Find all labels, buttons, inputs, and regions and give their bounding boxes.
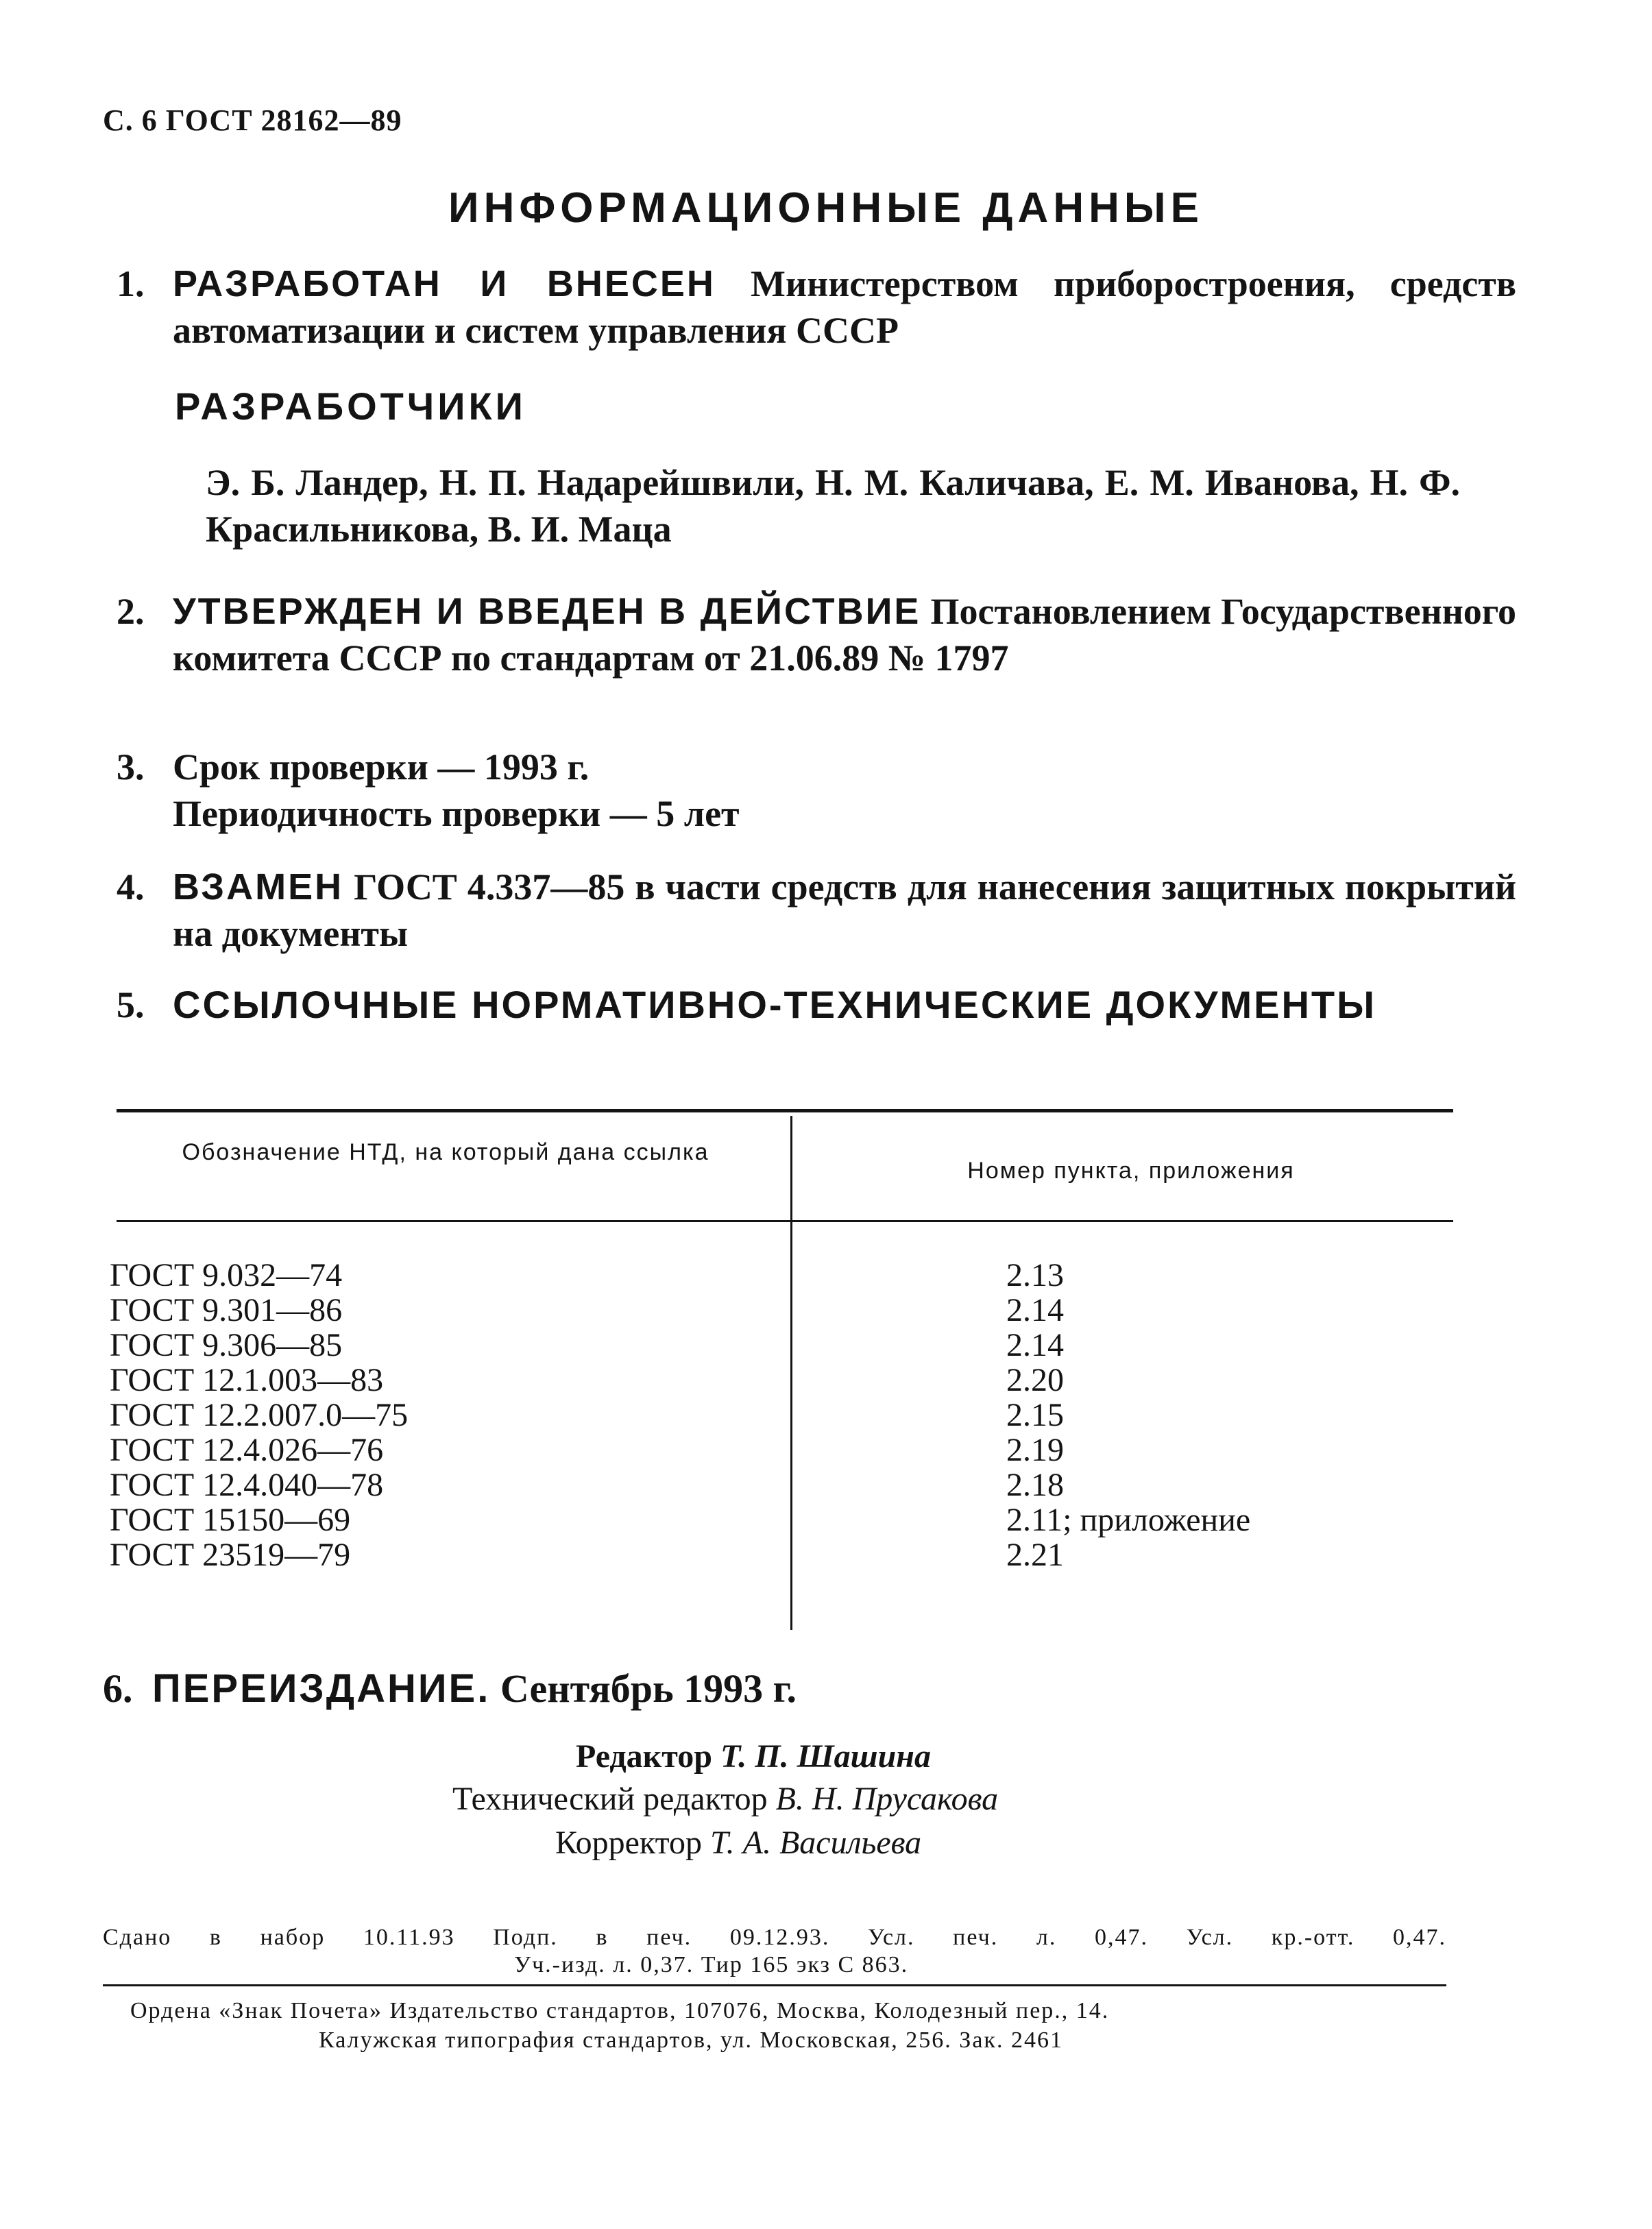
ref-designation: ГОСТ 9.301—86 [110,1292,343,1328]
table-row [110,1467,768,1502]
section-4-body [173,864,1516,957]
section-1-number: 1. [117,263,145,304]
table-row [110,1502,768,1537]
table-row [1006,1328,1445,1363]
section-5-number: 5. [117,984,145,1025]
ref-designation: ГОСТ 12.4.040—78 [110,1467,384,1503]
table-header-rule [117,1220,1453,1222]
section-5-body [173,982,1516,1029]
page-header: С. 6 ГОСТ 28162—89 [103,103,402,137]
section-3-body [173,744,1516,837]
credit-proofreader-role: Корректор [555,1825,702,1861]
ref-designation: ГОСТ 23519—79 [110,1537,351,1573]
table-row [110,1363,768,1398]
table-row [1006,1398,1445,1433]
ref-clause: 2.11; приложение [1006,1502,1251,1538]
table-header-clause: Номер пункта, приложения [967,1158,1295,1184]
table-row [1006,1467,1445,1502]
section-1 [117,260,1516,354]
credit-editor-role: Редактор [576,1738,712,1775]
section-6-text: Сентябрь 1993 г. [500,1666,797,1711]
ref-clause: 2.14 [1006,1327,1064,1363]
section-4-heading: ВЗАМЕН [173,866,344,908]
imprint-line-3: Ордена «Знак Почета» Издательство стандартов, 107076, Москва, Колодезный пер., 14. [130,1998,1110,2023]
section-2-heading: УТВЕРЖДЕН И ВВЕДЕН В ДЕЙСТВИЕ [173,591,921,632]
table-column-divider [790,1116,792,1630]
ref-clause: 2.14 [1006,1292,1064,1328]
section-2-text: Постановлением Государственного комитета СССР по стандартам от 21.06.89 № 1797 [173,591,1516,679]
table-row [110,1537,768,1572]
section-3-number: 3. [117,746,145,788]
section-5-heading: ССЫЛОЧНЫЕ НОРМАТИВНО-ТЕХНИЧЕСКИЕ ДОКУМЕНТЫ [173,983,1376,1026]
table-row [1006,1363,1445,1398]
table-row [110,1433,768,1467]
table-row [1006,1293,1445,1328]
ref-clause: 2.13 [1006,1257,1064,1293]
section-3-line-1: Срок проверки — 1993 г. [173,746,590,788]
section-3 [117,744,1516,837]
ref-clause: 2.21 [1006,1537,1064,1573]
ref-clause-column [1006,1258,1445,1572]
credit-editor-name: Т. П. Шашина [720,1738,931,1775]
developers-list: Э. Б. Ландер, Н. П. Надарейшвили, Н. М. Каличава, Е. М. Иванова, Н. Ф. Красильникова, В. И. Маца [206,462,1460,550]
table-row [110,1398,768,1433]
document-title: ИНФОРМАЦИОННЫЕ ДАННЫЕ [448,184,1204,232]
credit-tech-editor-role: Технический редактор [452,1781,768,1817]
imprint-line-2: Уч.-изд. л. 0,37. Тир 165 экз С 863. [514,1952,909,1977]
ref-code-column [110,1258,768,1572]
ref-clause: 2.19 [1006,1432,1064,1468]
section-6 [103,1666,797,1712]
section-6-heading: ПЕРЕИЗДАНИЕ. [152,1666,491,1711]
section-1-text: Министерством приборостроения, средств автоматизации и систем управления СССР [173,263,1516,351]
imprint-line-4: Калужская типография стандартов, ул. Московская, 256. Зак. 2461 [319,2027,1063,2053]
ref-designation: ГОСТ 15150—69 [110,1502,351,1538]
table-header-designation: Обозначение НТД, на который дана ссылка [182,1139,709,1165]
ref-designation: ГОСТ 12.4.026—76 [110,1432,384,1468]
ref-designation: ГОСТ 12.1.003—83 [110,1362,384,1398]
credit-tech-editor-name: В. Н. Прусакова [775,1781,999,1817]
credit-tech-editor [452,1780,998,1818]
imprint-line-1: Сдано в набор 10.11.93 Подп. в печ. 09.12.93. Усл. печ. л. 0,47. Усл. кр.-отт. 0,47. [103,1925,1446,1950]
credit-editor [576,1738,931,1775]
section-5 [117,982,1516,1029]
ref-clause: 2.18 [1006,1467,1064,1503]
section-6-number: 6. [103,1666,133,1711]
table-row [110,1328,768,1363]
section-2-number: 2. [117,591,145,632]
ref-designation: ГОСТ 12.2.007.0—75 [110,1397,409,1433]
section-1-heading: РАЗРАБОТАН И ВНЕСЕН [173,263,716,304]
table-row [1006,1502,1445,1537]
section-4-text: ГОСТ 4.337—85 в части средств для нанесения защитных покрытий на документы [173,866,1517,954]
section-1-body [173,260,1516,354]
table-row [1006,1258,1445,1293]
section-3-line-2: Периодичность проверки — 5 лет [173,793,740,834]
ref-clause: 2.15 [1006,1397,1064,1433]
section-4 [117,864,1516,957]
credit-proofreader-name: Т. А. Васильева [709,1825,922,1861]
ref-designation: ГОСТ 9.032—74 [110,1257,343,1293]
table-row [1006,1433,1445,1467]
credit-proofreader [555,1824,921,1862]
table-row [110,1293,768,1328]
ref-clause: 2.20 [1006,1362,1064,1398]
table-row [1006,1537,1445,1572]
section-2-body [173,588,1516,681]
table-top-rule [117,1109,1453,1112]
developers-label: РАЗРАБОТЧИКИ [175,385,526,428]
imprint-rule [103,1984,1446,1986]
section-4-number: 4. [117,866,145,908]
table-row [110,1258,768,1293]
ref-designation: ГОСТ 9.306—85 [110,1327,343,1363]
section-2 [117,588,1516,681]
